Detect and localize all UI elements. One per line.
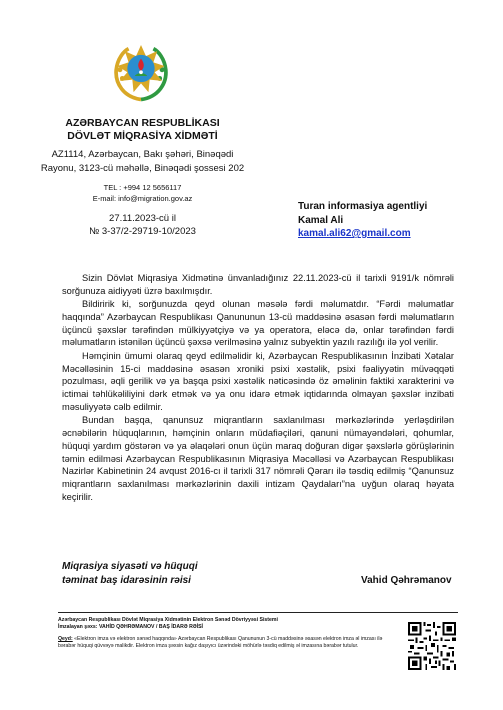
footer-system: Azərbaycan Respublikası Dövlət Miqrasiya Xidmətinin Elektron Sənəd Dövriyyəsi Sistemi <box>58 617 278 623</box>
address-line-1: AZ1114, Azərbaycan, Bakı şəhəri, Binəqədi <box>51 149 234 160</box>
footer-note <box>58 636 383 649</box>
org-phone: TEL : +994 12 5656117 <box>103 183 182 192</box>
footer-signer: İmzalayan şəxs: VAHİD QƏHRƏMANOV / BAŞ İDARƏ RƏİSİ <box>58 623 203 630</box>
letter-body <box>62 272 454 504</box>
body-paragraph: Həmçinin ümumi olaraq qeyd edilməlidir ki, Azərbaycan Respublikasının İnzibati Xətalar Məcəlləsinin 15-ci maddəsinə əsasən xroniki psixi xəstəlik, psixi fəaliyyətin müvəqqəti pozulması, əqli gerilik və ya başqa psixi xəstəlik nəticəsində öz əməlinin faktiki xarakterini və ictimai təhlükəliliyini dərk etmək və ya onu idarə etmək iqtidarında olmayan şəxslər inzibati məsuliyyətə cəlb edilmir. <box>62 350 454 412</box>
org-name-line-2: DÖVLƏT MİQRASİYA XİDMƏTİ <box>67 130 218 142</box>
state-emblem-icon <box>110 40 172 102</box>
qr-code-icon <box>408 622 456 670</box>
recipient-block <box>298 200 488 241</box>
recipient-email-link[interactable]: kamal.ali62@gmail.com <box>298 228 411 239</box>
body-paragraph: Bildiririk ki, sorğunuzda qeyd olunan məsələ fərdi məlumatdır. “Fərdi məlumatlar haqqında” Azərbaycan Respublikası Qanununun 13-cü maddəsinə əsasən fərdi məlumatların üçüncü şəxslər tərəfindən mülkiyyətçiyə və ya operatora, eləcə də, onlar tərəfindən fərdi məlumatların istənilən üçüncü şəxsə verilməsinə yalnız subyektin yazılı razılığı ilə yol verilir. <box>62 299 454 348</box>
org-name-line-1: AZƏRBAYCAN RESPUBLİKASI <box>65 117 220 129</box>
body-paragraph: Bundan başqa, qanunsuz miqrantların saxlanılması mərkəzlərində yerləşdirilən əcnəbilərin hüquqlarının, həmçinin onların müdafiəçiləri, qanuni nümayəndələri, qohumlar, hüquqi yardım göstərən və ya əlaqələri onun üçün maraq doğuran digər şəxslərlə görüşlərinin təmin edilməsi Azərbaycan Respublikasının Miqrasiya Məcəlləsi və Azərbaycan Respublikası Nazirlər Kabinetinin 24 avqust 2016-cı il tarixli 317 nömrəli Qərarı ilə təsdiq edilmiş “Qanunsuz miqrantların saxlanılması mərkəzlərinin daxili intizam Qaydaları”na uyğun olaraq həyata keçirilir. <box>62 415 454 503</box>
footer-info <box>58 617 383 649</box>
org-address <box>20 148 265 176</box>
address-line-2: Rayonu, 3123-cü məhəllə, Binəqədi şossesi 202 <box>40 163 245 174</box>
footer-note-text: «Elektron imza və elektron sənəd haqqında» Azərbaycan Respublikası Qanununun 3-cü maddəsinə əsasən elektron imza əl imzası ilə bərabər hüquqi qüvvəyə malikdir. Elektron imza şəxsin kağız daşıyıcı üzərindəki möhürlə təsdiq edilmiş əl imzasına bərabər tutulur. <box>58 636 383 649</box>
footer-divider <box>58 612 458 613</box>
body-paragraph: Sizin Dövlət Miqrasiya Xidmətinə ünvanladığınız 22.11.2023-cü il tarixli 9191/k nömrəli sorğunuza aidiyyəti üzrə baxılmışdır. <box>62 273 454 296</box>
signatory-position <box>62 560 198 587</box>
document-number: № 3-37/2-29719-10/2023 <box>89 226 196 237</box>
recipient-name: Kamal Ali <box>298 214 344 226</box>
signatory-position-line-2: təminat baş idarəsinin rəisi <box>62 574 191 586</box>
org-contact <box>20 182 265 204</box>
signatory-name: Vahid Qəhrəmanov <box>361 575 452 586</box>
footer-note-label: Qeyd: <box>58 636 73 643</box>
recipient-org: Turan informasiya agentliyi <box>298 201 428 212</box>
sender-block <box>20 117 265 238</box>
org-email: E-mail: info@migration.gov.az <box>92 194 193 203</box>
document-date: 27.11.2023-cü il <box>109 213 176 224</box>
signatory-position-line-1: Miqrasiya siyasəti və hüquqi <box>62 561 198 572</box>
